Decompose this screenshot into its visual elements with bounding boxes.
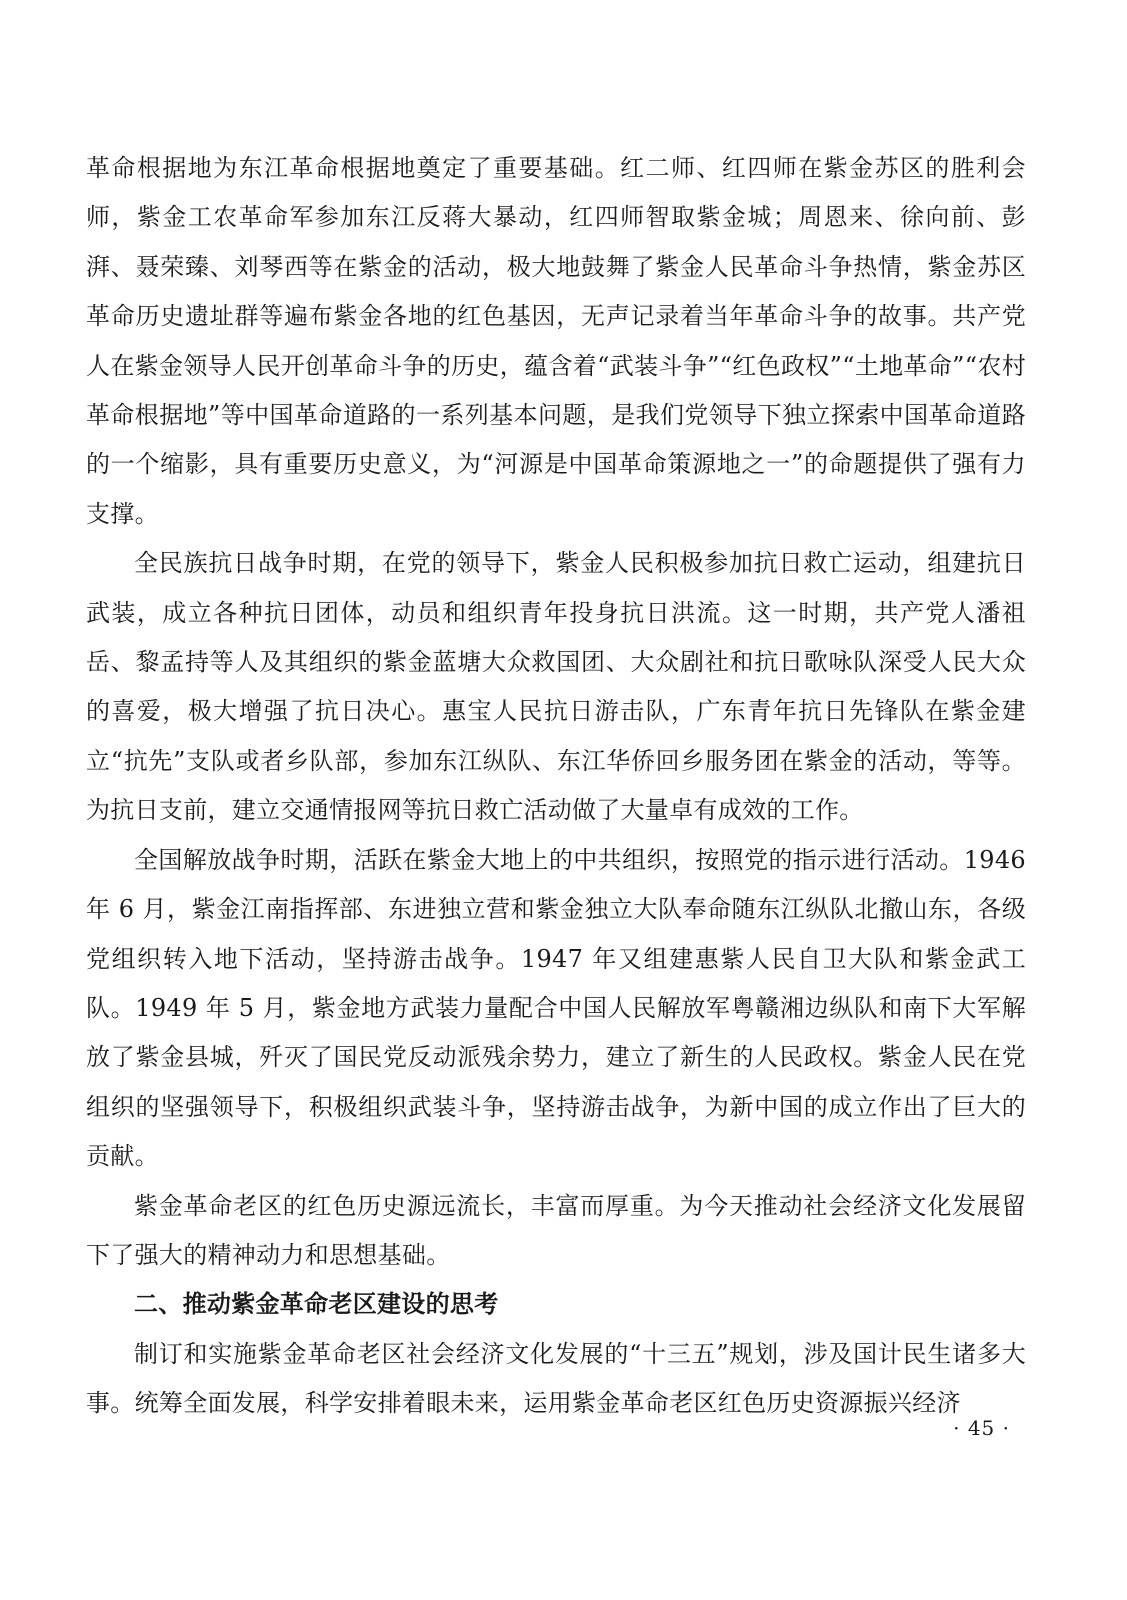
paragraph-thirteenth-five-year-plan: 制订和实施紫金革命老区社会经济文化发展的“十三五”规划，涉及国计民生诸多大事。统筹全面发展，科学安排着眼未来，运用紫金革命老区红色历史资源振兴经济 bbox=[86, 1339, 1026, 1418]
page-number: · 45 · bbox=[953, 1416, 1010, 1440]
section-heading: 二、推动紫金革命老区建设的思考 bbox=[134, 1290, 499, 1319]
paragraph-liberation-war: 全国解放战争时期，活跃在紫金大地上的中共组织，按照党的指示进行活动。1946 年 6 月，紫金江南指挥部、东进独立营和紫金独立大队奉命随东江纵队北撤山东，各级党组织转入地下活动，坚持游击战争。1947 年又组建惠紫人民自卫大队和紫金武工队。1949 年 5 月，紫金地方武装力量配合中国人民解放军粤赣湘边纵队和南下大军解放了紫金县城，歼灭了国民党反动派残余势力，建立了新生的人民政权。紫金人民在党组织的坚强领导下，积极组织武装斗争，坚持游击战争，为新中国的成立作出了巨大的贡献。 bbox=[86, 845, 1026, 1171]
paragraph-anti-japanese-war: 全民族抗日战争时期，在党的领导下，紫金人民积极参加抗日救亡运动，组建抗日武装，成立各种抗日团体，动员和组织青年投身抗日洪流。这一时期，共产党人潘祖岳、黎孟持等人及其组织的紫金蓝塘大众救国团、大众剧社和抗日歌咏队深受人民大众的喜爱，极大增强了抗日决心。惠宝人民抗日游击队，广东青年抗日先锋队在紫金建立“抗先”支队或者乡队部，参加东江纵队、东江华侨回乡服务团在紫金的活动，等等。为抗日支前，建立交通情报网等抗日救亡活动做了大量卓有成效的工作。 bbox=[86, 549, 1026, 825]
paragraph-continuation: 革命根据地为东江革命根据地奠定了重要基础。红二师、红四师在紫金苏区的胜利会师，紫金工农革命军参加东江反蒋大暴动，红四师智取紫金城；周恩来、徐向前、彭湃、聂荣臻、刘琴西等在紫金的活动，极大地鼓舞了紫金人民革命斗争热情，紫金苏区革命历史遗址群等遍布紫金各地的红色基因，无声记录着当年革命斗争的故事。共产党人在紫金领导人民开创革命斗争的历史，蕴含着“武装斗争”“红色政权”“土地革命”“农村革命根据地”等中国革命道路的一系列基本问题，是我们党领导下独立探索中国革命道路的一个缩影，具有重要历史意义，为“河源是中国革命策源地之一”的命题提供了强有力支撑。 bbox=[86, 154, 1026, 528]
body-text bbox=[86, 144, 1026, 1429]
paragraph-red-history-summary: 紫金革命老区的红色历史源远流长，丰富而厚重。为今天推动社会经济文化发展留下了强大的精神动力和思想基础。 bbox=[86, 1191, 1026, 1269]
